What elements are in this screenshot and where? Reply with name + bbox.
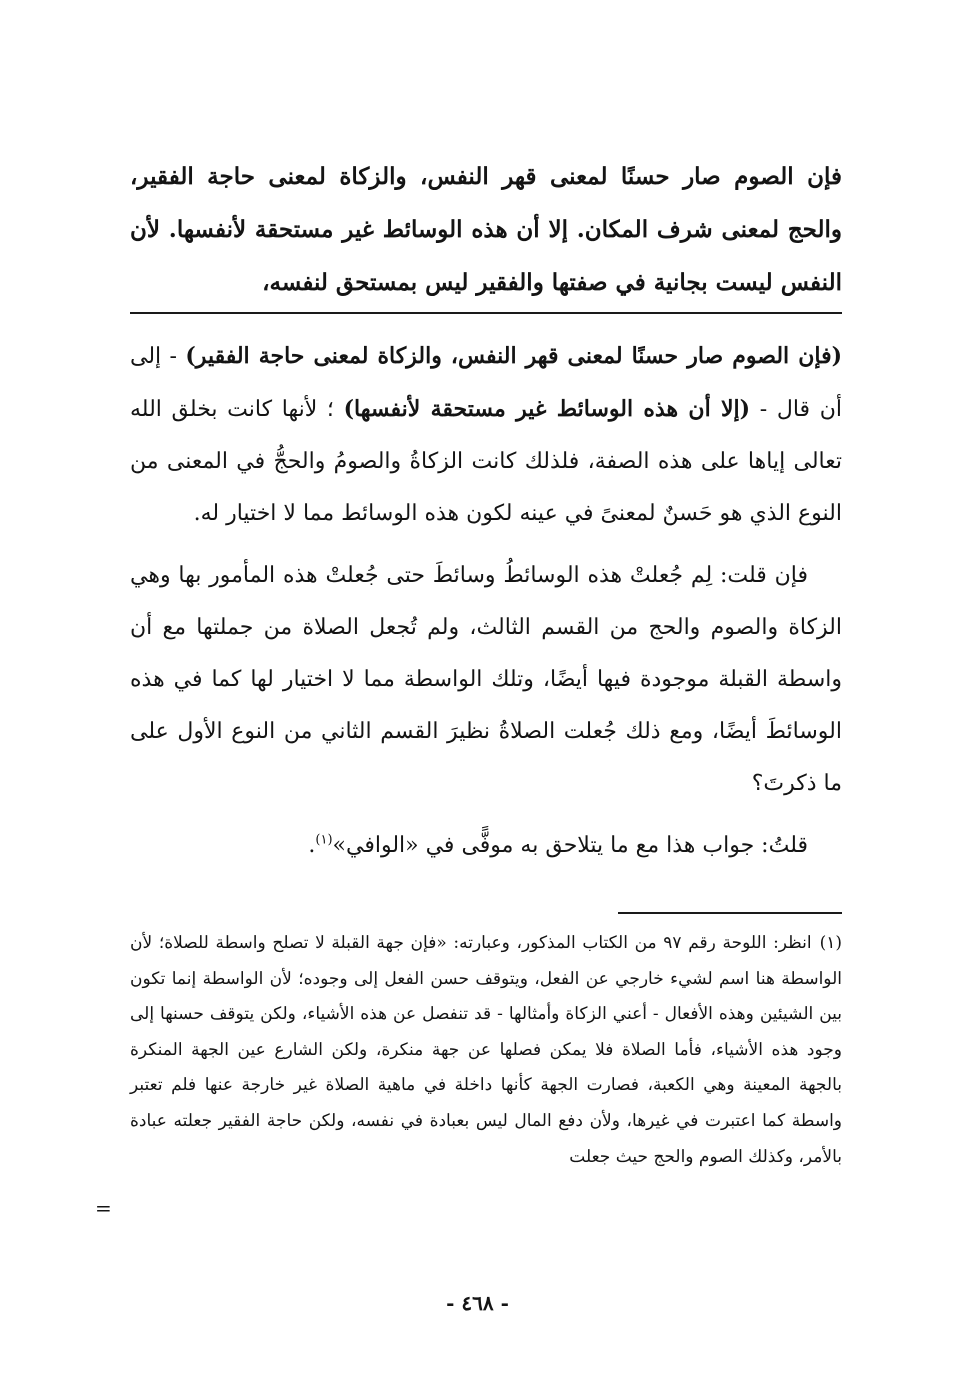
- quoted-main-text-1: (فإن الصوم صار حسنًا لمعنى قهر النفس، والزكاة لمعنى حاجة الفقير): [185, 343, 842, 369]
- page-number: - ٤٦٨ -: [446, 1291, 509, 1315]
- footnotes-block: [130, 926, 842, 1175]
- commentary-text-1: ؛ لأنها كانت بخلق الله تعالى إياها على هذه الصفة، فلذلك كانت الزكاةُ والصومُ والحجُّ في المعنى من النوع الذي هو حَسنٌ لمعنىً في عينه لكون هذه الوسائط مما لا اختيار له.: [130, 397, 842, 526]
- main-text-divider: [130, 312, 842, 314]
- footnote-reference[interactable]: (١): [315, 832, 333, 848]
- main-text: فإن الصوم صار حسنًا لمعنى قهر النفس، والزكاة لمعنى حاجة الفقير، والحج لمعنى شرف المكان. إلا أن هذه الوسائط غير مستحقة لأنفسها. لأن النفس ليست بجانية في صفتها والفقير ليس بمستحق لنفسه،: [130, 163, 842, 296]
- footnote-continuation-mark: =: [95, 1196, 112, 1220]
- commentary-paragraph-3: [130, 820, 842, 872]
- quoted-main-text-2: (إلا أن هذه الوسائط غير مستحقة لأنفسها): [343, 396, 751, 422]
- main-text-block: [130, 150, 842, 309]
- footnote-divider: [618, 912, 842, 914]
- commentary-paragraph-1: [130, 330, 842, 540]
- footnote-1: [130, 926, 842, 1175]
- sentence-end: .: [308, 833, 316, 858]
- commentary-paragraph-2: فإن قلت: لِم جُعلتْ هذه الوسائطُ وسائطَ حتى جُعلتْ هذه المأمور بها وهي الزكاة والصوم والحج من القسم الثالث، ولم تُجعل الصلاة من جملتها مع أن واسطة القبلة موجودة فيها أيضًا، وتلك الواسطة مما لا اختيار لها كما في هذه الوسائطَ أيضًا، ومع ذلك جُعلت الصلاةُ نظيرَ القسم الثاني من النوع الأول على ما ذكرتَ؟: [130, 563, 842, 796]
- commentary-connector: - إلى أن قال -: [130, 344, 843, 422]
- footnote-text: انظر: اللوحة رقم ٩٧ من الكتاب المذكور، وعبارته: «فإن جهة القبلة لا تصلح واسطة للصلاة؛ لأن الواسطة هنا اسم لشيء خارجي عن الفعل، ويتوقف حسن الفعل إلى وجوده؛ لأن الواسطة إنما تكون بين الشيئين وهذه الأفعال - أعني الزكاة وأمثالها - قد تنفصل عن هذه الأشياء، ولكن يتوقف حسنها إلى وجود هذه الأشياء، فأما الصلاة فلا يمكن فصلها عن جهة منكرة، ولكن الشارع عين الجهة المنكرة بالجهة المعينة وهي الكعبة، فصارت الجهة كأنها داخلة في ماهية الصلاة غير خارجة عنها فلم تعتبر واسطة كما اعتبرت في غيرها، ولأن دفع المال ليس بعبادة في نفسه، ولكن حاجة الفقير جعلته عبادة بالأمر، وكذلك الصوم والحج حيث جعلت: [130, 933, 842, 1167]
- commentary-block: [130, 330, 842, 882]
- footnote-number: (١): [819, 933, 842, 953]
- commentary-text-3: قلتُ: جواب هذا مع ما يتلاحق به موفًّى في «الوافي»: [332, 833, 808, 858]
